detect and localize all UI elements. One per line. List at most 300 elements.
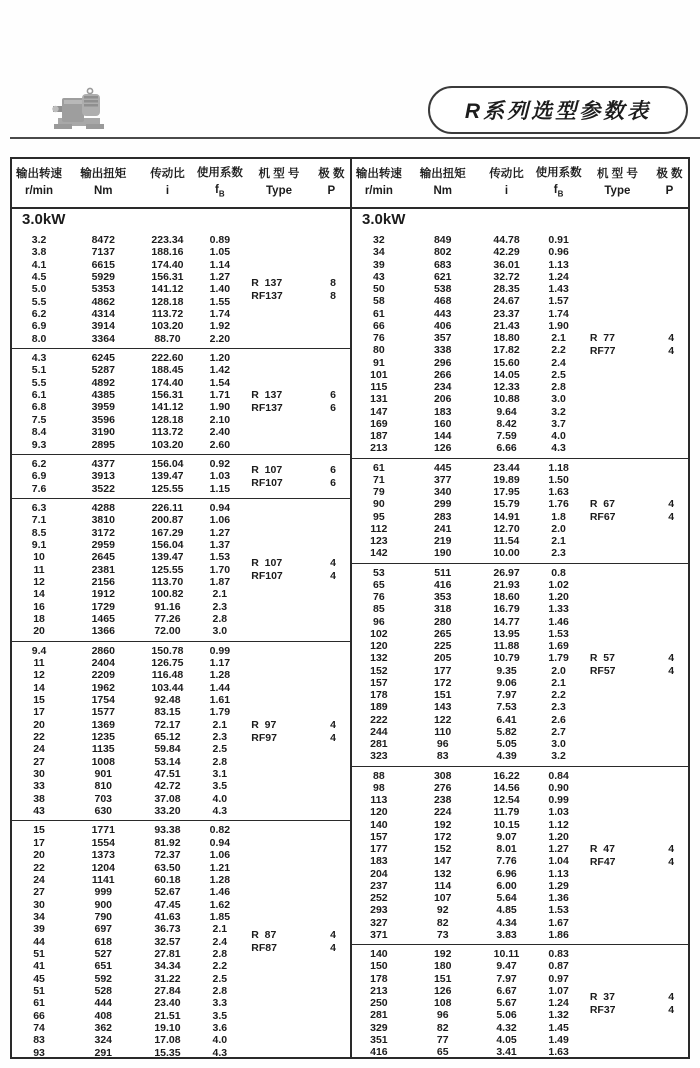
cell: 11.88 — [493, 640, 520, 652]
cell: 1.45 — [548, 1021, 569, 1034]
cell: 1.57 — [548, 295, 569, 308]
cell: 528 — [94, 984, 113, 997]
cell: 3.83 — [496, 928, 517, 941]
cell: 74 — [33, 1021, 45, 1034]
cell: 59.84 — [154, 743, 181, 756]
cell: 4.34 — [496, 916, 517, 929]
cell: 1.53 — [209, 551, 231, 564]
type-column — [245, 455, 350, 498]
cell: 167.29 — [151, 526, 184, 539]
cell: 10.88 — [493, 393, 520, 406]
cell: 651 — [94, 960, 113, 973]
cell: 1.61 — [209, 694, 231, 707]
pole-count: 4 — [330, 570, 337, 583]
cell: 1.46 — [548, 615, 569, 628]
cell: 115 — [370, 381, 388, 393]
cell: 140 — [370, 818, 388, 831]
pole-count: 4 — [668, 511, 675, 523]
cell: 18.60 — [493, 591, 520, 603]
cell: 0.91 — [548, 234, 569, 246]
cell: 4377 — [91, 457, 115, 470]
cell: 3.0 — [551, 393, 566, 406]
cell: 20 — [33, 849, 45, 862]
cell: 630 — [94, 805, 113, 818]
cell: 187 — [370, 430, 388, 442]
cell: 150 — [370, 960, 388, 973]
cell: 2.4 — [212, 935, 228, 948]
cell: 11.54 — [493, 535, 520, 547]
cell: 6.8 — [31, 401, 47, 414]
cell: 132 — [370, 652, 388, 665]
cell: 24 — [33, 743, 45, 756]
cell: 5287 — [91, 364, 115, 377]
cell: 156.04 — [151, 538, 184, 551]
cell: 53.14 — [154, 755, 181, 768]
cell: 408 — [94, 1009, 113, 1022]
cell: 8.4 — [31, 426, 47, 439]
cell: 1.20 — [548, 591, 569, 603]
cell: 65 — [373, 578, 385, 591]
cell: 132 — [433, 867, 452, 880]
cell: 156.04 — [151, 457, 184, 470]
cell: 2.20 — [209, 332, 231, 345]
cell: 1771 — [91, 824, 115, 837]
cell: 9.35 — [496, 664, 517, 677]
cell: 0.90 — [548, 781, 569, 794]
cell: 4.0 — [212, 1034, 228, 1047]
cell: 103.20 — [151, 320, 184, 333]
pole-count: 4 — [330, 718, 337, 731]
cell: 1.79 — [548, 652, 569, 665]
cell: 61 — [373, 461, 385, 474]
cell: 4.39 — [496, 750, 517, 763]
cell: 1.43 — [548, 283, 569, 295]
cell: 113 — [370, 794, 388, 806]
cell: 26.97 — [493, 566, 520, 579]
cell: 1.69 — [548, 640, 569, 652]
cell: 1.20 — [548, 830, 569, 843]
cell: 6.2 — [31, 308, 47, 321]
cell: 7.97 — [496, 689, 517, 701]
cell: 244 — [370, 725, 388, 738]
cell: 24.67 — [493, 295, 520, 308]
cell: 703 — [94, 792, 113, 805]
cell: 353 — [433, 591, 452, 603]
cell: 10.15 — [493, 818, 520, 831]
cell: 96 — [436, 1009, 449, 1022]
cell: 1.24 — [548, 270, 569, 283]
cell: 5.1 — [31, 364, 47, 377]
cell: 2381 — [91, 563, 115, 576]
cell: 108 — [433, 997, 452, 1009]
model-type: RF57 — [589, 665, 616, 677]
cell: 27 — [33, 886, 45, 899]
cell: 226.11 — [151, 501, 184, 514]
cell: 0.99 — [209, 644, 231, 657]
cell: 7.53 — [496, 701, 517, 714]
cell: 5.64 — [496, 892, 517, 904]
cell: 107 — [433, 892, 452, 904]
cell: 2.8 — [212, 612, 228, 625]
cell: 1.63 — [548, 486, 569, 498]
cell: 7137 — [91, 246, 115, 259]
cell: 0.8 — [551, 566, 566, 579]
cell: 2.2 — [551, 689, 566, 701]
page-title: R系列选型参数表 — [428, 86, 688, 134]
cell: 41.63 — [154, 910, 181, 923]
model-type: RF47 — [589, 855, 616, 868]
cell: 4385 — [91, 389, 115, 402]
cell: 82 — [436, 916, 449, 929]
cell: 2.8 — [212, 984, 228, 997]
cell: 1.28 — [209, 873, 231, 886]
cell: 3364 — [91, 332, 115, 345]
cell: 4.3 — [551, 442, 566, 455]
cell: 1.90 — [548, 319, 569, 332]
cell: 8.5 — [31, 526, 47, 539]
cell: 116.48 — [151, 669, 184, 682]
cell: 81.92 — [154, 836, 181, 849]
cell: 30 — [33, 898, 45, 911]
cell: 219 — [433, 535, 452, 547]
cell: 1.90 — [209, 401, 231, 414]
cell: 39 — [33, 923, 45, 936]
cell: 144 — [433, 430, 452, 442]
cell: 95 — [373, 510, 385, 523]
cell: 160 — [433, 417, 452, 430]
cell: 12.70 — [493, 522, 520, 535]
cell: 157 — [370, 830, 388, 843]
cell: 1465 — [91, 612, 115, 625]
cell: 225 — [433, 640, 452, 652]
cell: 1.74 — [548, 307, 569, 320]
cell: 299 — [433, 498, 452, 511]
cell: 1.49 — [548, 1033, 569, 1046]
cell: 323 — [370, 750, 388, 763]
cell: 1.37 — [209, 538, 231, 551]
cell: 92 — [436, 904, 449, 917]
parameter-table — [10, 157, 690, 1059]
cell: 139.47 — [151, 551, 184, 564]
cell: 2.40 — [209, 426, 231, 439]
cell: 2156 — [91, 575, 115, 588]
cell: 131 — [370, 393, 388, 406]
cell: 4.3 — [31, 352, 47, 365]
model-type: R 57 — [589, 652, 615, 664]
cell: 265 — [433, 627, 452, 640]
cell: 178 — [370, 689, 388, 701]
cell: 293 — [370, 904, 388, 917]
cell: 2.1 — [551, 332, 566, 344]
cell: 10 — [33, 551, 45, 564]
cell: 1.36 — [548, 892, 569, 904]
cell: 32.72 — [493, 270, 520, 283]
model-type: R 97 — [251, 718, 277, 731]
cell: 17.08 — [154, 1034, 181, 1047]
model-type: RF77 — [589, 344, 616, 357]
cell: 190 — [433, 547, 452, 560]
cell: 23.44 — [493, 461, 520, 474]
cell: 1.18 — [548, 461, 569, 474]
pole-count: 4 — [668, 990, 675, 1003]
cell: 1.05 — [209, 246, 231, 259]
cell: 2.60 — [209, 438, 231, 451]
table-section — [12, 820, 350, 1057]
cell: 177 — [370, 843, 388, 855]
table-section — [12, 641, 350, 821]
cell: 12.54 — [493, 794, 520, 806]
cell: 511 — [434, 566, 452, 579]
column-headers-left — [12, 159, 350, 209]
cell: 3.0 — [551, 738, 566, 750]
cell: 2.8 — [212, 947, 228, 960]
cell: 2.5 — [212, 972, 228, 985]
cell: 31.22 — [154, 972, 181, 985]
cell: 52.67 — [154, 886, 181, 899]
cell: 252 — [370, 892, 388, 904]
cell: 1204 — [91, 861, 115, 874]
cell: 30 — [33, 768, 45, 781]
type-line — [245, 388, 350, 401]
cell: 2.3 — [551, 701, 566, 714]
table-section — [12, 454, 350, 498]
cell: 1.24 — [548, 997, 569, 1009]
cell: 23.37 — [493, 307, 520, 320]
cell: 1.33 — [548, 603, 569, 616]
model-type: R 67 — [589, 498, 615, 510]
cell: 174.40 — [151, 258, 184, 271]
cell: 1.50 — [548, 473, 569, 486]
cell: 128.18 — [151, 413, 184, 426]
cell: 11 — [33, 657, 45, 669]
cell: 2.3 — [212, 600, 228, 613]
cell: 5.05 — [496, 738, 517, 750]
cell: 9.64 — [496, 405, 517, 418]
cell: 20 — [33, 625, 45, 638]
cell: 19.10 — [154, 1021, 181, 1034]
cell: 2.5 — [212, 743, 228, 756]
cell: 4.0 — [212, 792, 228, 805]
cell: 3913 — [91, 470, 115, 483]
cell: 1577 — [91, 706, 115, 719]
cell: 697 — [94, 923, 113, 936]
cell: 51 — [33, 984, 45, 997]
cell: 9.4 — [31, 644, 47, 657]
cell: 36.01 — [493, 258, 520, 271]
cell: 22 — [33, 861, 45, 874]
pole-count: 4 — [330, 557, 337, 570]
cell: 141.12 — [151, 401, 184, 414]
cell: 362 — [94, 1021, 113, 1034]
cell: 50 — [373, 283, 385, 295]
cell: 266 — [433, 368, 452, 381]
model-type: R 77 — [589, 331, 615, 344]
cell: 2.10 — [209, 413, 231, 426]
cell: 72.37 — [154, 849, 181, 862]
gear-motor-image — [52, 86, 108, 136]
cell: 308 — [433, 769, 452, 782]
cell: 19.89 — [493, 473, 520, 486]
cell: 1729 — [91, 600, 115, 613]
cell: 5.0 — [31, 283, 47, 296]
cell: 122 — [433, 713, 452, 726]
cell: 79 — [373, 486, 385, 498]
type-line — [245, 557, 350, 570]
cell: 65.12 — [154, 731, 181, 744]
cell: 76 — [373, 591, 385, 603]
cell: 3.2 — [551, 750, 566, 763]
col-header-service-factor: 使用系数 $f_B$ — [196, 167, 243, 199]
cell: 33 — [33, 780, 45, 793]
header-divider — [10, 137, 700, 139]
model-type: RF137 — [251, 401, 283, 414]
cell: 7.6 — [31, 482, 47, 495]
cell: 1.32 — [548, 1009, 569, 1022]
cell: 12 — [33, 669, 45, 682]
model-type: RF67 — [589, 511, 616, 523]
pole-count: 6 — [330, 463, 337, 476]
table-section — [12, 498, 350, 641]
cell: 377 — [433, 473, 452, 486]
left-sections-container — [12, 231, 350, 1057]
cell: 324 — [94, 1034, 113, 1047]
cell: 61 — [33, 997, 45, 1010]
model-type: R 137 — [251, 388, 283, 401]
cell: 1.12 — [548, 818, 569, 831]
cell: 3.1 — [212, 768, 228, 781]
cell: 183 — [370, 855, 388, 868]
cell: 416 — [433, 578, 452, 591]
table-left-half — [12, 159, 350, 1057]
col-header-type: 机 型 号 Type — [596, 167, 638, 197]
cell: 338 — [433, 344, 452, 357]
cell: 21.93 — [493, 578, 520, 591]
cell: 1.76 — [548, 498, 569, 511]
cell: 39 — [373, 258, 385, 271]
cell: 22 — [33, 731, 45, 744]
cell: 1.28 — [209, 669, 231, 682]
cell: 151 — [433, 972, 452, 985]
cell: 999 — [94, 886, 113, 899]
type-line — [245, 290, 350, 303]
cell: 103.44 — [151, 681, 184, 694]
cell: 4.0 — [551, 430, 566, 442]
pole-count: 6 — [330, 401, 337, 414]
pole-count: 4 — [330, 731, 337, 744]
cell: 2.1 — [551, 676, 566, 689]
cell: 901 — [94, 768, 113, 781]
cell: 9.07 — [496, 830, 517, 843]
cell: 3.0 — [212, 625, 228, 638]
cell: 7.59 — [496, 430, 517, 442]
cell: 83.15 — [154, 706, 181, 719]
cell: 7.5 — [31, 413, 47, 426]
cell: 85 — [373, 603, 385, 616]
cell: 0.92 — [209, 457, 231, 470]
cell: 113.72 — [151, 308, 184, 321]
type-line — [245, 718, 350, 731]
model-type: R 87 — [251, 929, 277, 942]
type-column — [584, 945, 688, 1057]
cell: 126 — [433, 442, 452, 455]
cell: 96 — [373, 615, 385, 628]
pole-count: 4 — [668, 665, 675, 677]
cell: 4.85 — [496, 904, 517, 917]
cell: 1.54 — [209, 376, 231, 389]
cell: 2.3 — [212, 731, 228, 744]
cell: 110 — [434, 725, 452, 738]
model-type: RF107 — [251, 476, 283, 489]
cell: 16.79 — [493, 603, 520, 616]
model-type: R 37 — [589, 990, 615, 1003]
cell: 47.45 — [154, 898, 181, 911]
pole-count: 4 — [668, 344, 675, 357]
cell: 17.95 — [493, 486, 520, 498]
cell: 24 — [33, 873, 45, 886]
cell: 3596 — [91, 413, 115, 426]
cell: 77 — [436, 1033, 449, 1046]
cell: 41 — [33, 960, 45, 973]
type-column — [584, 231, 688, 458]
cell: 12 — [33, 575, 45, 588]
pole-count: 4 — [668, 855, 675, 868]
cell: 17.82 — [493, 344, 520, 357]
cell: 6.96 — [496, 867, 517, 880]
cell: 1.53 — [548, 904, 569, 917]
cell: 2.8 — [212, 755, 228, 768]
col-header-poles: 极 数 P — [318, 167, 345, 197]
cell: 7.1 — [31, 514, 47, 527]
cell: 406 — [433, 319, 452, 332]
cell: 1.44 — [209, 681, 231, 694]
cell: 114 — [434, 879, 452, 892]
type-line — [584, 855, 688, 868]
cell: 2.2 — [212, 960, 228, 973]
cell: 83 — [436, 750, 449, 763]
cell: 1.85 — [209, 910, 231, 923]
cell: 2.5 — [551, 368, 566, 381]
cell: 73 — [436, 928, 449, 941]
cell: 98 — [373, 781, 385, 794]
model-type: R 107 — [251, 557, 283, 570]
cell: 2645 — [91, 551, 115, 564]
cell: 66 — [373, 319, 385, 332]
cell: 10.11 — [493, 948, 520, 960]
cell: 8.0 — [31, 332, 47, 345]
cell: 51 — [33, 947, 45, 960]
cell: 8.01 — [496, 843, 517, 855]
cell: 77.26 — [154, 612, 181, 625]
type-line — [245, 401, 350, 414]
cell: 1.27 — [209, 271, 231, 284]
cell: 445 — [433, 461, 452, 474]
cell: 44.78 — [493, 234, 520, 246]
cell: 147 — [370, 405, 388, 418]
type-line — [245, 277, 350, 290]
cell: 15.79 — [493, 498, 520, 511]
cell: 3.3 — [212, 997, 228, 1010]
col-header-torque: 输出扭矩 Nm — [419, 167, 466, 197]
cell: 126 — [433, 984, 452, 997]
cell: 11 — [33, 563, 45, 576]
cell: 20 — [33, 718, 45, 731]
cell: 183 — [433, 405, 452, 418]
pole-count: 4 — [330, 942, 337, 955]
cell: 2.0 — [551, 664, 566, 677]
cell: 1.46 — [209, 886, 231, 899]
cell: 4.3 — [212, 1046, 228, 1057]
table-section — [12, 348, 350, 454]
